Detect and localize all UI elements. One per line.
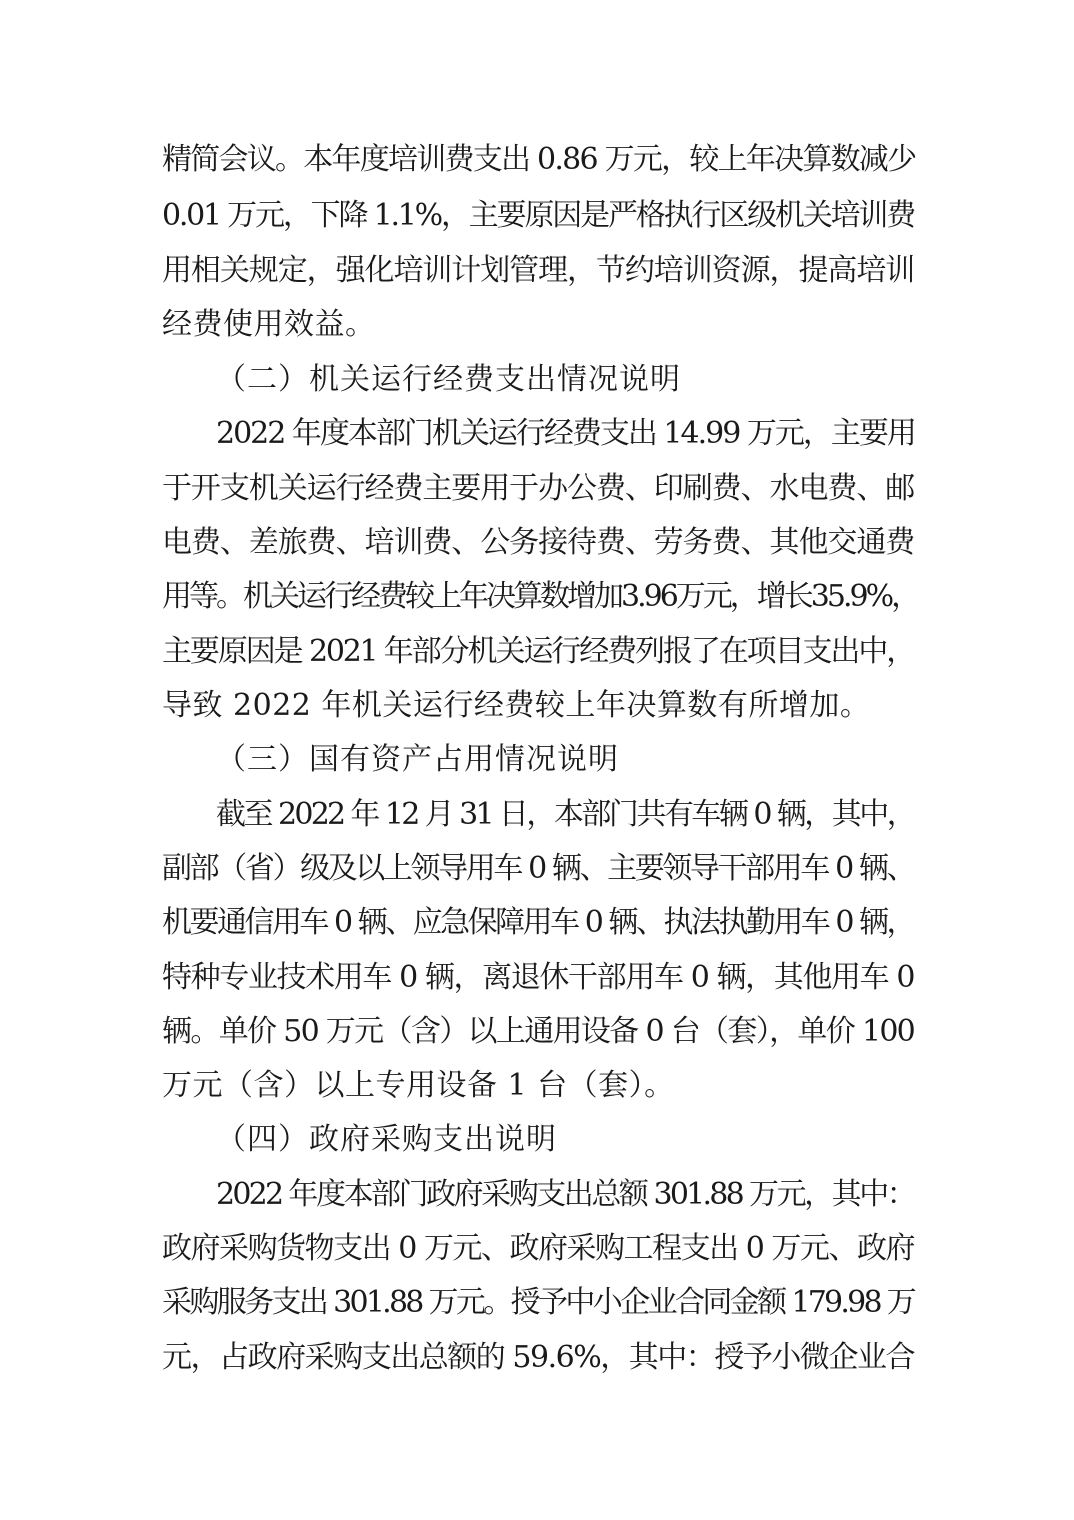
paragraph-first-line: 截至 2022 年 12 月 31 日，本部门共有车辆 0 辆，其中， bbox=[216, 797, 914, 832]
paragraph-first-line: 2022 年度本部门政府采购支出总额 301.88 万元，其中： bbox=[216, 1177, 914, 1212]
section-heading-2: （二）机关运行经费支出情况说明 bbox=[216, 362, 681, 397]
text-line: 机要通信用车 0 辆、应急保障用车 0 辆、执法执勤用车 0 辆， bbox=[162, 905, 914, 940]
text-line: 万元（含）以上专用设备 1 台（套）。 bbox=[162, 1068, 675, 1103]
section-heading-3: （三）国有资产占用情况说明 bbox=[216, 742, 619, 777]
text-line: 特种专业技术用车 0 辆，离退休干部用车 0 辆，其他用车 0 bbox=[162, 960, 914, 995]
text-line: 辆。单价 50 万元（含）以上通用设备 0 台（套），单价 100 bbox=[162, 1014, 914, 1049]
text-line: 经费使用效益。 bbox=[162, 307, 376, 342]
text-line: 用相关规定，强化培训计划管理，节约培训资源，提高培训 bbox=[162, 253, 914, 288]
text-line: 用等。机关运行经费较上年决算数增加3.96万元，增长35.9%， bbox=[162, 579, 919, 614]
text-line: 主要原因是 2021 年部分机关运行经费列报了在项目支出中， bbox=[162, 634, 914, 669]
text-line: 电费、差旅费、培训费、公务接待费、劳务费、其他交通费 bbox=[162, 525, 914, 560]
text-line: 于开支机关运行经费主要用于办公费、印刷费、水电费、邮 bbox=[162, 471, 914, 506]
section-heading-4: （四）政府采购支出说明 bbox=[216, 1122, 557, 1157]
text-line: 副部（省）级及以上领导用车 0 辆、主要领导干部用车 0 辆、 bbox=[162, 851, 914, 886]
paragraph-first-line: 2022 年度本部门机关运行经费支出 14.99 万元，主要用 bbox=[216, 416, 915, 451]
text-line: 导致 2022 年机关运行经费较上年决算数有所增加。 bbox=[162, 688, 871, 723]
text-line: 采购服务支出 301.88 万元。授予中小企业合同金额 179.98 万 bbox=[162, 1285, 914, 1320]
text-line: 0.01 万元，下降 1.1%，主要原因是严格执行区级机关培训费 bbox=[162, 198, 914, 233]
text-line: 精简会议。本年度培训费支出 0.86 万元，较上年决算数减少 bbox=[162, 142, 916, 177]
text-line: 元，占政府采购支出总额的 59.6%，其中：授予小微企业合 bbox=[162, 1340, 914, 1375]
text-line: 政府采购货物支出 0 万元、政府采购工程支出 0 万元、政府 bbox=[162, 1231, 914, 1266]
